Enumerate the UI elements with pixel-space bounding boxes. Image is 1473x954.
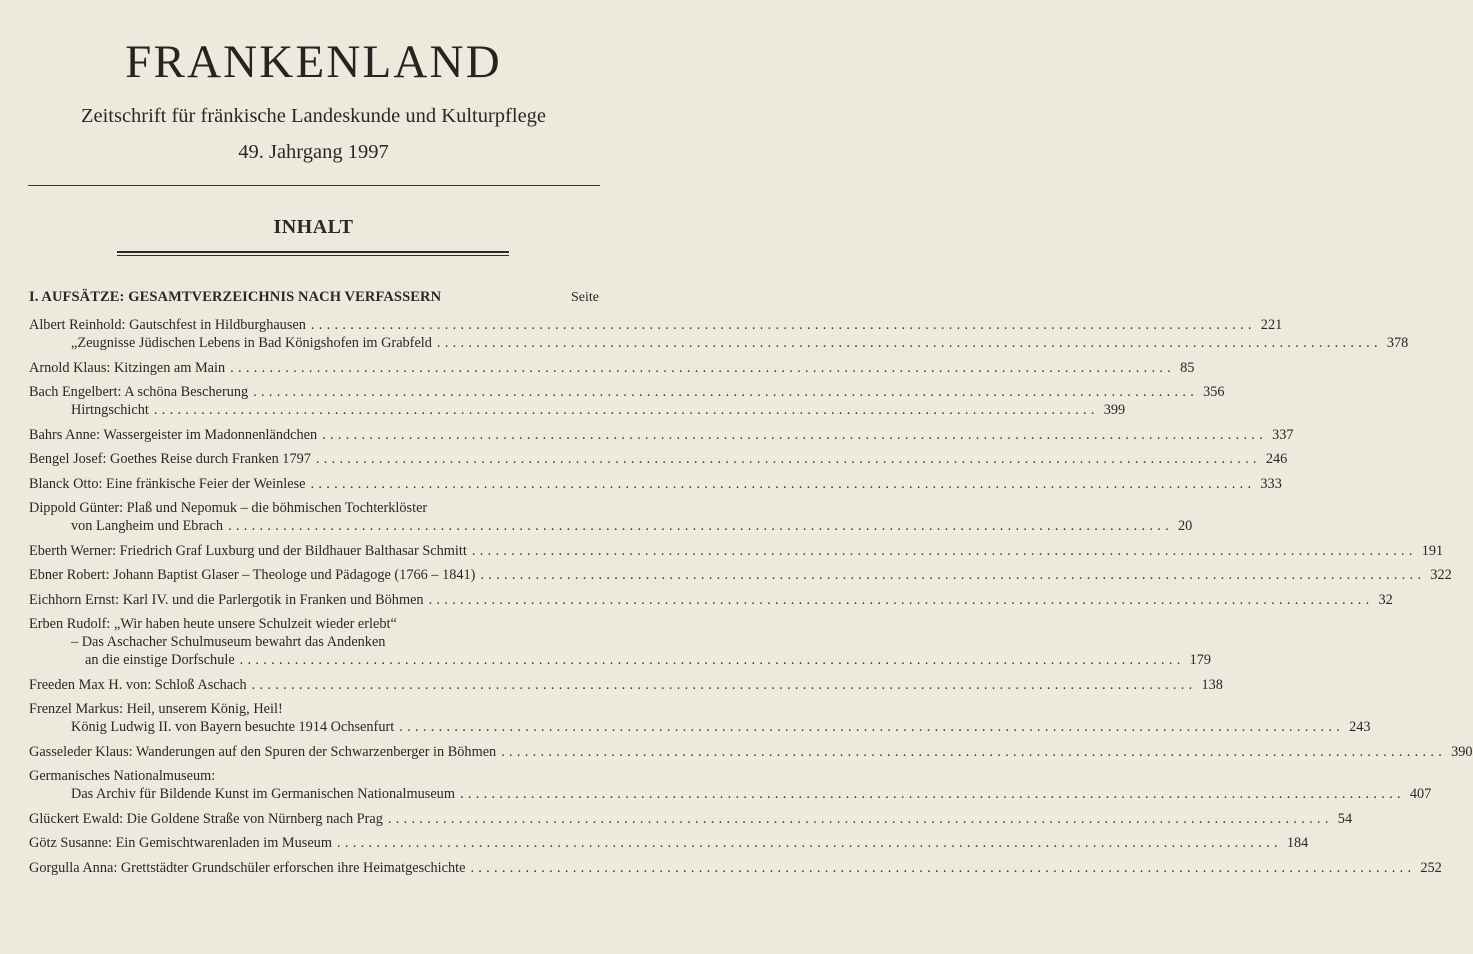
dot-leader: ........................................................................................................................ — [310, 475, 1256, 492]
toc-text: Bach Engelbert: A schöna Bescherung — [29, 384, 249, 400]
toc-entry — [29, 566, 1452, 584]
toc-text: König Ludwig II. von Bayern besuchte 1914 Ochsenfurt — [71, 719, 395, 735]
toc-line — [29, 810, 1353, 828]
toc-text: Erben Rudolf: „Wir haben heute unsere Schulzeit wieder erlebt“ — [29, 616, 397, 632]
toc-page: 85 — [1180, 359, 1195, 376]
toc-text: von Langheim und Ebrach — [71, 518, 224, 534]
toc-text: Dippold Günter: Plaß und Nepomuk – die böhmischen Tochterklöster — [29, 500, 428, 516]
toc-entry — [29, 700, 1371, 736]
dot-leader: ........................................................................................................................ — [436, 335, 1382, 351]
toc-line — [29, 767, 599, 785]
toc-page: 54 — [1337, 810, 1353, 827]
toc-entry — [29, 859, 1442, 877]
header-divider — [28, 185, 600, 186]
toc-page: 191 — [1421, 542, 1444, 559]
toc-entry — [29, 676, 1223, 694]
toc-page: 243 — [1349, 719, 1371, 735]
toc-entry — [29, 591, 1393, 609]
toc-page: 322 — [1430, 567, 1452, 583]
toc-entry — [29, 834, 1309, 852]
toc-text: Gorgulla Anna: Grettstädter Grundschüler erforschen ihre Heimatgeschichte — [29, 859, 466, 876]
toc-page: 179 — [1189, 652, 1212, 668]
toc-line — [29, 743, 1473, 761]
toc-entry — [29, 743, 1473, 761]
toc-text: Ebner Robert: Johann Baptist Glaser – Theologe und Pädagoge (1766 – 1841) — [29, 567, 476, 583]
section-title: I. AUFSÄTZE: GESAMTVERZEICHNIS NACH VERFASSERN — [29, 289, 442, 305]
contents-heading: INHALT — [273, 216, 354, 238]
section-heading — [29, 287, 599, 307]
dot-leader: ........................................................................................................................ — [251, 676, 1197, 693]
toc-entry — [29, 810, 1353, 828]
volume-year: 49. Jahrgang 1997 — [238, 141, 389, 163]
toc-line — [29, 859, 1442, 877]
dot-leader: ........................................................................................................................ — [501, 743, 1447, 760]
toc-page: 407 — [1409, 786, 1432, 802]
toc-line — [29, 633, 599, 651]
toc-entry — [29, 316, 1409, 352]
contents-list — [29, 316, 1473, 883]
dot-leader: ........................................................................................................................ — [239, 652, 1185, 668]
dot-leader: ........................................................................................................................ — [459, 786, 1405, 802]
toc-text: Eberth Werner: Friedrich Graf Luxburg und der Bildhauer Balthasar Schmitt — [29, 542, 467, 559]
toc-text: an die einstige Dorfschule — [85, 652, 235, 668]
toc-page: 337 — [1272, 426, 1294, 443]
toc-entry — [29, 450, 1288, 468]
toc-page: 333 — [1260, 475, 1282, 492]
toc-text: Arnold Klaus: Kitzingen am Main — [29, 359, 226, 376]
journal-title: FRANKENLAND — [125, 36, 502, 88]
toc-text: Bengel Josef: Goethes Reise durch Franken 1797 — [29, 451, 311, 467]
toc-page: 246 — [1265, 451, 1288, 467]
toc-entry — [29, 426, 1294, 444]
dot-leader: ........................................................................................................................ — [480, 567, 1426, 583]
contents-double-rule — [117, 251, 509, 256]
toc-text: Germanisches Nationalmuseum: — [29, 768, 216, 784]
toc-line — [29, 517, 1193, 535]
toc-line — [29, 566, 1452, 584]
dot-leader: ........................................................................................................................ — [228, 518, 1173, 534]
toc-line — [29, 383, 1225, 401]
toc-line — [29, 700, 599, 718]
dot-leader: ........................................................................................................................ — [399, 719, 1345, 735]
toc-entry — [29, 475, 1282, 493]
toc-line — [29, 499, 599, 517]
toc-line — [29, 359, 1195, 377]
toc-line — [29, 591, 1393, 609]
toc-line — [29, 401, 1126, 419]
toc-text: „Zeugnisse Jüdischen Lebens in Bad Königshofen im Grabfeld — [71, 335, 432, 351]
toc-text: Götz Susanne: Ein Gemischtwarenladen im Museum — [29, 835, 332, 851]
toc-page: 32 — [1378, 591, 1393, 608]
toc-entry — [29, 615, 1212, 669]
dot-leader: ........................................................................................................................ — [230, 359, 1176, 376]
toc-text: Albert Reinhold: Gautschfest in Hildburghausen — [29, 317, 306, 333]
dot-leader: ........................................................................................................................ — [387, 810, 1333, 827]
toc-line — [29, 475, 1282, 493]
dot-leader: ........................................................................................................................ — [322, 426, 1268, 443]
dot-leader: ........................................................................................................................ — [310, 317, 1256, 333]
toc-line — [29, 334, 1409, 352]
toc-page: 184 — [1286, 835, 1309, 851]
toc-line — [29, 450, 1288, 468]
toc-line — [29, 426, 1294, 444]
toc-entry — [29, 767, 1432, 803]
toc-text: Das Archiv für Bildende Kunst im Germanischen Nationalmuseum — [71, 786, 455, 802]
dot-leader: ........................................................................................................................ — [471, 542, 1417, 559]
toc-page: 221 — [1260, 317, 1283, 333]
toc-text: Gasseleder Klaus: Wanderungen auf den Spuren der Schwarzenberger in Böhmen — [29, 743, 497, 760]
toc-text: Glückert Ewald: Die Goldene Straße von Nürnberg nach Prag — [29, 810, 383, 827]
toc-line — [29, 316, 1283, 334]
toc-line — [29, 676, 1223, 694]
toc-line — [29, 718, 1371, 736]
toc-text: Hirtngschicht — [71, 402, 149, 418]
dot-leader: ........................................................................................................................ — [428, 591, 1374, 608]
toc-line — [29, 785, 1432, 803]
toc-line — [29, 542, 1444, 560]
toc-text: Freeden Max H. von: Schloß Aschach — [29, 676, 247, 693]
toc-page: 356 — [1203, 384, 1225, 400]
toc-page: 252 — [1420, 859, 1442, 876]
toc-page: 138 — [1201, 676, 1223, 693]
page-column-label: Seite — [571, 290, 599, 305]
toc-entry — [29, 359, 1195, 377]
dot-leader: ........................................................................................................................ — [253, 384, 1199, 400]
toc-text: Blanck Otto: Eine fränkische Feier der Weinlese — [29, 475, 306, 492]
toc-page: 378 — [1386, 335, 1409, 351]
toc-line — [29, 615, 599, 633]
journal-subtitle: Zeitschrift für fränkische Landeskunde und Kulturpflege — [80, 105, 547, 127]
toc-line — [29, 651, 1212, 669]
toc-entry — [29, 499, 1193, 535]
dot-leader: ........................................................................................................................ — [336, 835, 1282, 851]
dot-leader: ........................................................................................................................ — [470, 859, 1416, 876]
toc-text: – Das Aschacher Schulmuseum bewahrt das Andenken — [71, 634, 386, 650]
toc-line — [29, 834, 1309, 852]
toc-text: Bahrs Anne: Wassergeister im Madonnenländchen — [29, 426, 318, 443]
toc-text: Eichhorn Ernst: Karl IV. und die Parlergotik in Franken und Böhmen — [29, 591, 424, 608]
toc-text: Frenzel Markus: Heil, unserem König, Heil! — [29, 701, 283, 717]
toc-page: 390 — [1451, 743, 1473, 760]
toc-entry — [29, 542, 1444, 560]
toc-entry — [29, 383, 1225, 419]
toc-page: 20 — [1177, 518, 1193, 534]
dot-leader: ........................................................................................................................ — [153, 402, 1099, 418]
toc-page: 399 — [1103, 402, 1126, 418]
dot-leader: ........................................................................................................................ — [315, 451, 1261, 467]
